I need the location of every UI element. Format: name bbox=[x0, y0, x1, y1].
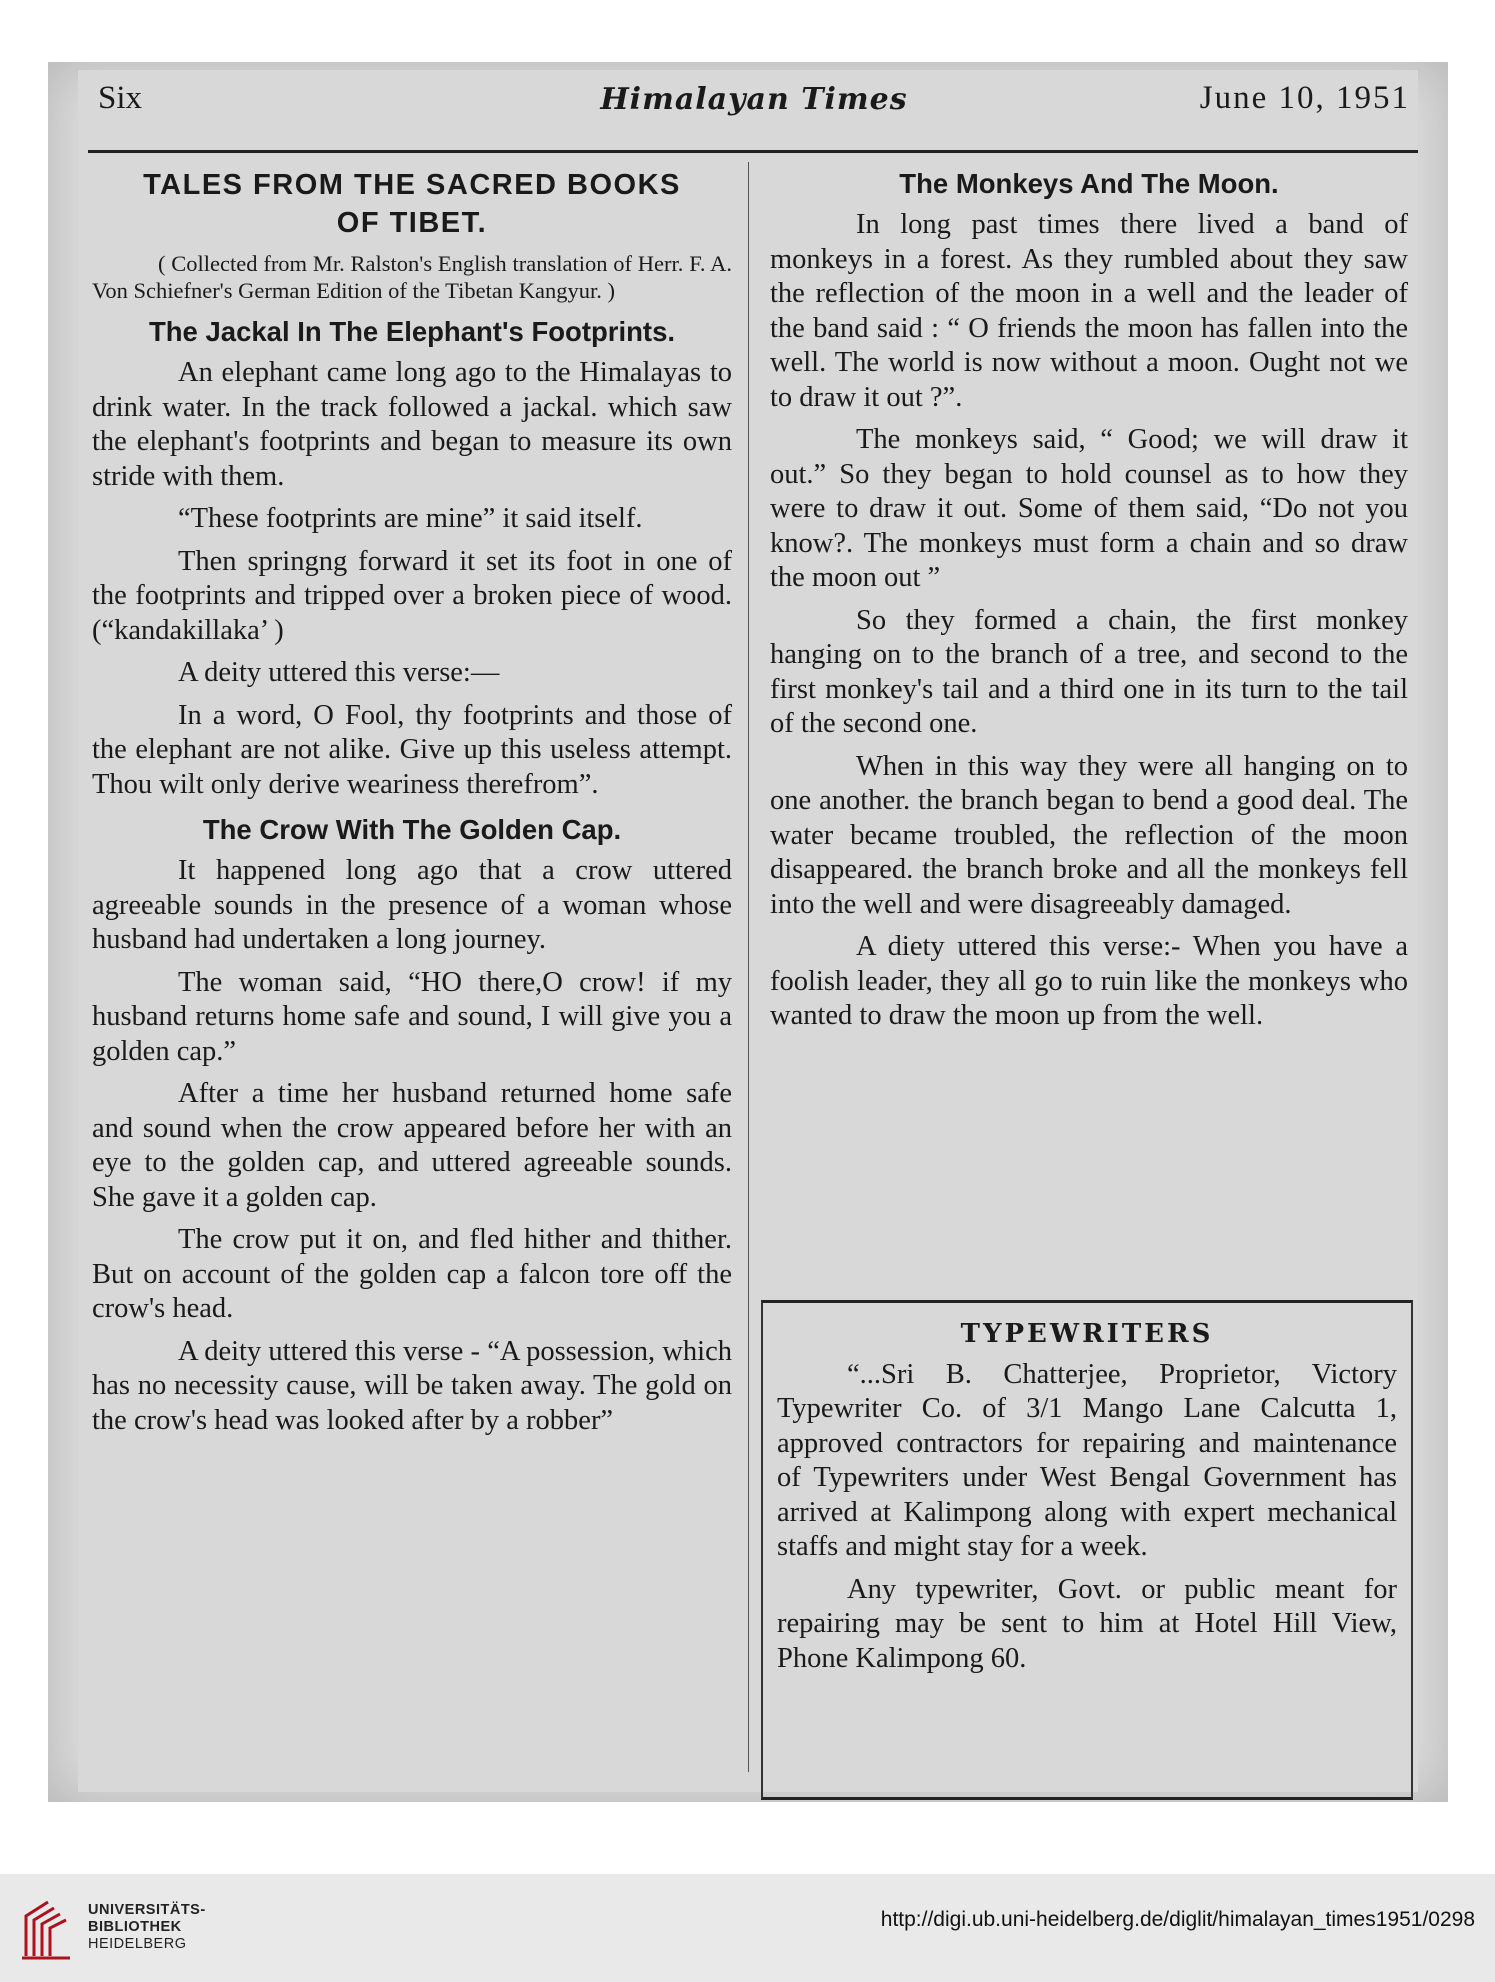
masthead bbox=[98, 70, 1410, 130]
story-paragraph: Then springng forward it set its foot in one of the footprints and tripped over a broken piece of wood. (“kandakillaka’ ) bbox=[92, 545, 732, 646]
story-paragraph: A deity uttered this verse:— bbox=[178, 657, 500, 688]
newspaper-name: Himalayan Times bbox=[600, 82, 908, 117]
masthead-rule bbox=[88, 150, 1418, 153]
story-paragraph: It happened long ago that a crow uttered agreeable sounds in the presence of a woman whose husband had undertaken a long journey. bbox=[92, 855, 732, 955]
story-paragraph: A deity uttered this verse - “A possession, which has no necessity cause, will be taken away. The gold on the crow's head was looked after by a robber” bbox=[92, 1335, 732, 1436]
story-paragraph: In long past times there lived a band of monkeys in a forest. As they rumbled about they saw the reflection of the moon in a well and the leader of the band said : “ O friends the moon has fallen into the well. The world is now without a moon. Ought not we to draw it out ?”. bbox=[770, 209, 1408, 413]
university-library-logo-icon bbox=[18, 1894, 78, 1964]
story-paragraph: The crow put it on, and fled hither and thither. But on account of the golden cap a falcon tore off the crow's head. bbox=[92, 1224, 732, 1324]
issue-date: June 10, 1951 bbox=[1199, 80, 1410, 116]
institution-line: HEIDELBERG bbox=[88, 1936, 187, 1952]
translation-note: ( Collected from Mr. Ralston's English translation of Herr. F. A. Von Schiefner's German Edition of the Tibetan Kangyur. ) bbox=[92, 251, 732, 303]
right-column bbox=[770, 166, 1408, 1042]
story-heading-monkeys: The Monkeys And The Moon. bbox=[899, 168, 1279, 199]
column-divider bbox=[748, 162, 749, 1772]
left-column bbox=[92, 166, 732, 1446]
article-title-line-2: OF TIBET. bbox=[336, 207, 488, 239]
story-paragraph: When in this way they were all hanging on to one another. the branch began to bend a good deal. The water became troubled, the reflection of the moon disappeared. the branch broke and all the monkeys fell into the well and were disagreeably damaged. bbox=[770, 750, 1408, 920]
article-title-line-1: TALES FROM THE SACRED BOOKS bbox=[143, 169, 681, 201]
institution-line: BIBLIOTHEK bbox=[88, 1919, 182, 1935]
article-title bbox=[92, 166, 732, 242]
story-paragraph: A diety uttered this verse:- When you have a foolish leader, they all go to ruin like the monkeys who wanted to draw the moon up from the well. bbox=[770, 931, 1408, 1031]
story-paragraph: An elephant came long ago to the Himalayas to drink water. In the track followed a jackal. which saw the elephant's footprints and began to measure its own stride with them. bbox=[92, 357, 732, 492]
permalink-url[interactable]: http://digi.ub.uni-heidelberg.de/diglit/himalayan_times1951/0298 bbox=[880, 1908, 1475, 1931]
story-paragraph: “These footprints are mine” it said itself. bbox=[178, 503, 643, 534]
story-heading-jackal: The Jackal In The Elephant's Footprints. bbox=[148, 316, 676, 347]
ad-paragraph: Any typewriter, Govt. or public meant for repairing may be sent to him at Hotel Hill View, Phone Kalimpong 60. bbox=[777, 1573, 1397, 1674]
story-heading-crow: The Crow With The Golden Cap. bbox=[202, 814, 622, 845]
institution-line: UNIVERSITÄTS- bbox=[88, 1902, 206, 1918]
story-paragraph: So they formed a chain, the first monkey hanging on to the branch of a tree, and second to the first monkey's tail and a third one in its turn to the tail of the second one. bbox=[770, 604, 1408, 739]
typewriters-advertisement bbox=[761, 1300, 1413, 1800]
ad-heading: TYPEWRITERS bbox=[960, 1319, 1214, 1349]
newspaper-page bbox=[78, 70, 1418, 1792]
ad-paragraph: “...Sri B. Chatterjee, Proprietor, Victory Typewriter Co. of 3/1 Mango Lane Calcutta 1, approved contractors for repairing and maintenance of Typewriters under West Bengal Government has arrived at Kalimpong along with expert mechanical staffs and might stay for a week. bbox=[777, 1358, 1397, 1562]
story-paragraph: The woman said, “HO there,O crow! if my husband returns home safe and sound, I will give you a golden cap.” bbox=[92, 966, 732, 1067]
page-number: Six bbox=[98, 80, 143, 116]
library-footer bbox=[0, 1874, 1495, 1982]
story-paragraph: The monkeys said, “ Good; we will draw it out.” So they began to hold counsel as to how they were to draw it out. Some of them said, “Do not you know?. The monkeys must form a chain and so draw the moon out ” bbox=[770, 424, 1408, 593]
story-paragraph: In a word, O Fool, thy footprints and those of the elephant are not alike. Give up this useless attempt. Thou wilt only derive weariness therefrom”. bbox=[92, 699, 732, 800]
institution-name bbox=[88, 1902, 206, 1953]
story-paragraph: After a time her husband returned home safe and sound when the crow appeared before her with an eye to the golden cap, and uttered agreeable sounds. She gave it a golden cap. bbox=[92, 1078, 732, 1213]
